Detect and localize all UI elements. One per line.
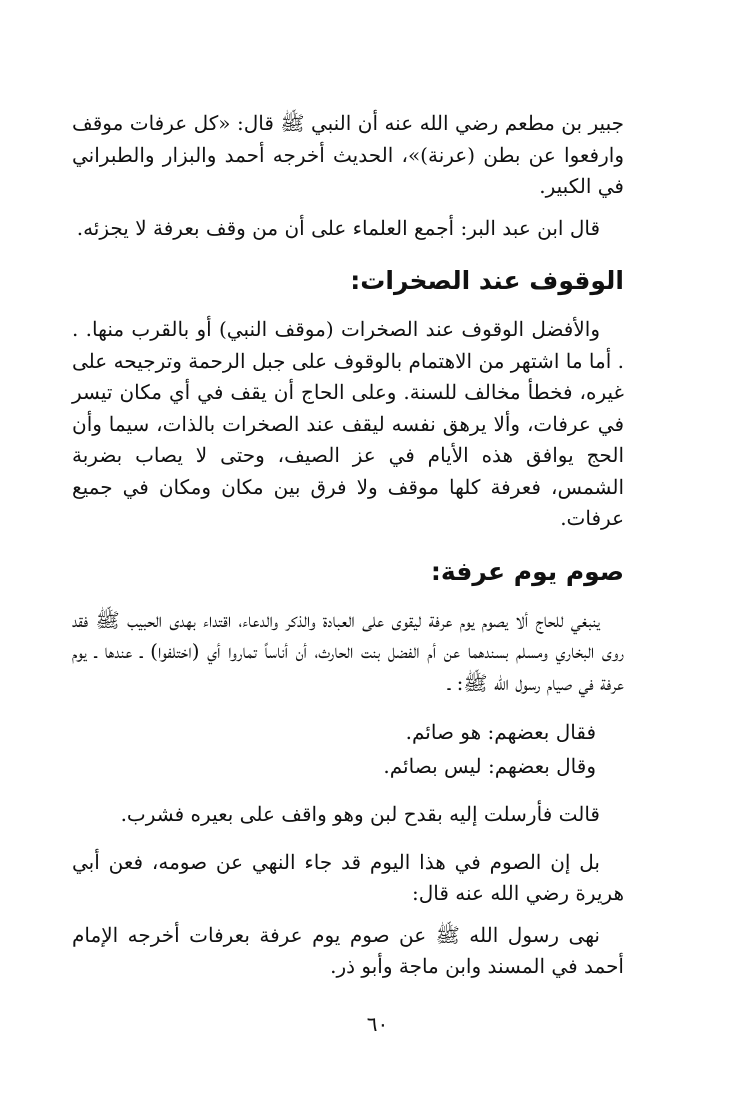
- paragraph-hadith-nahy: نهى رسول الله ﷺ عن صوم يوم عرفة بعرفات أخرجه الإمام أحمد في المسند وابن ماجة وأبو ذر.: [72, 922, 624, 978]
- heading-wuquf-sakhrat: الوقوف عند الصخرات:: [350, 266, 624, 295]
- page-body: [72, 108, 624, 983]
- heading-sawm-arafa: صوم يوم عرفة:: [430, 556, 624, 586]
- paragraph-wuquf-sakhrat: والأفضل الوقوف عند الصخرات (موقف النبي) أو بالقرب منها. . . أما ما اشتهر من الاهتمام بالوقوف على جبل الرحمة وترجيحه على غيره، فخطأ مخالف للسنة. وعلى الحاج أن يقف في أي مكان تيسر في عرفات، وألا يرهق نفسه ليقف عند الصخرات بالذات، سيما وأن الحج يوافق هذه الأيام في عز الصيف، وحتى لا يصاب بضربة الشمس، فعرفة كلها موقف ولا فرق بين مكان ومكان في جميع عرفات.: [72, 317, 624, 530]
- quote-laysa-saim: وقال بعضهم: ليس بصائم.: [383, 754, 596, 778]
- paragraph-nahy-sawm: بل إن الصوم في هذا اليوم قد جاء النهي عن صومه، فعن أبي هريرة رضي الله عنه قال:: [72, 849, 624, 905]
- paragraph-ibn-abd-al-barr: قال ابن عبد البر: أجمع العلماء على أن من وقف بعرفة لا يجزئه.: [76, 215, 600, 240]
- paragraph-sawm-arafa: ينبغي للحاج ألا يصوم يوم عرفة ليقوى على العبادة والذكر والدعاء، اقتداء بهدى الحبيب ﷺ فقد روى البخاري ومسلم بسندهما عن أم الفضل بنت الحارث، أن أناساً تماروا أي (اختلفوا) ـ عندها ـ يوم عرفة في صيام رسول الله ﷺ: ـ: [72, 607, 624, 695]
- page-number: ٦٠: [366, 1012, 389, 1036]
- paragraph-qadah-laban: قالت فأرسلت إليه بقدح لبن وهو واقف على بعيره فشرب.: [120, 802, 600, 826]
- paragraph-jubayr-hadith: جبير بن مطعم رضي الله عنه أن النبي ﷺ قال: «كل عرفات موقف وارفعوا عن بطن (عرنة)»، الحديث أخرجه أحمد والبزار والطبراني في الكبير.: [72, 111, 624, 198]
- quote-saim: فقال بعضهم: هو صائم.: [405, 720, 596, 744]
